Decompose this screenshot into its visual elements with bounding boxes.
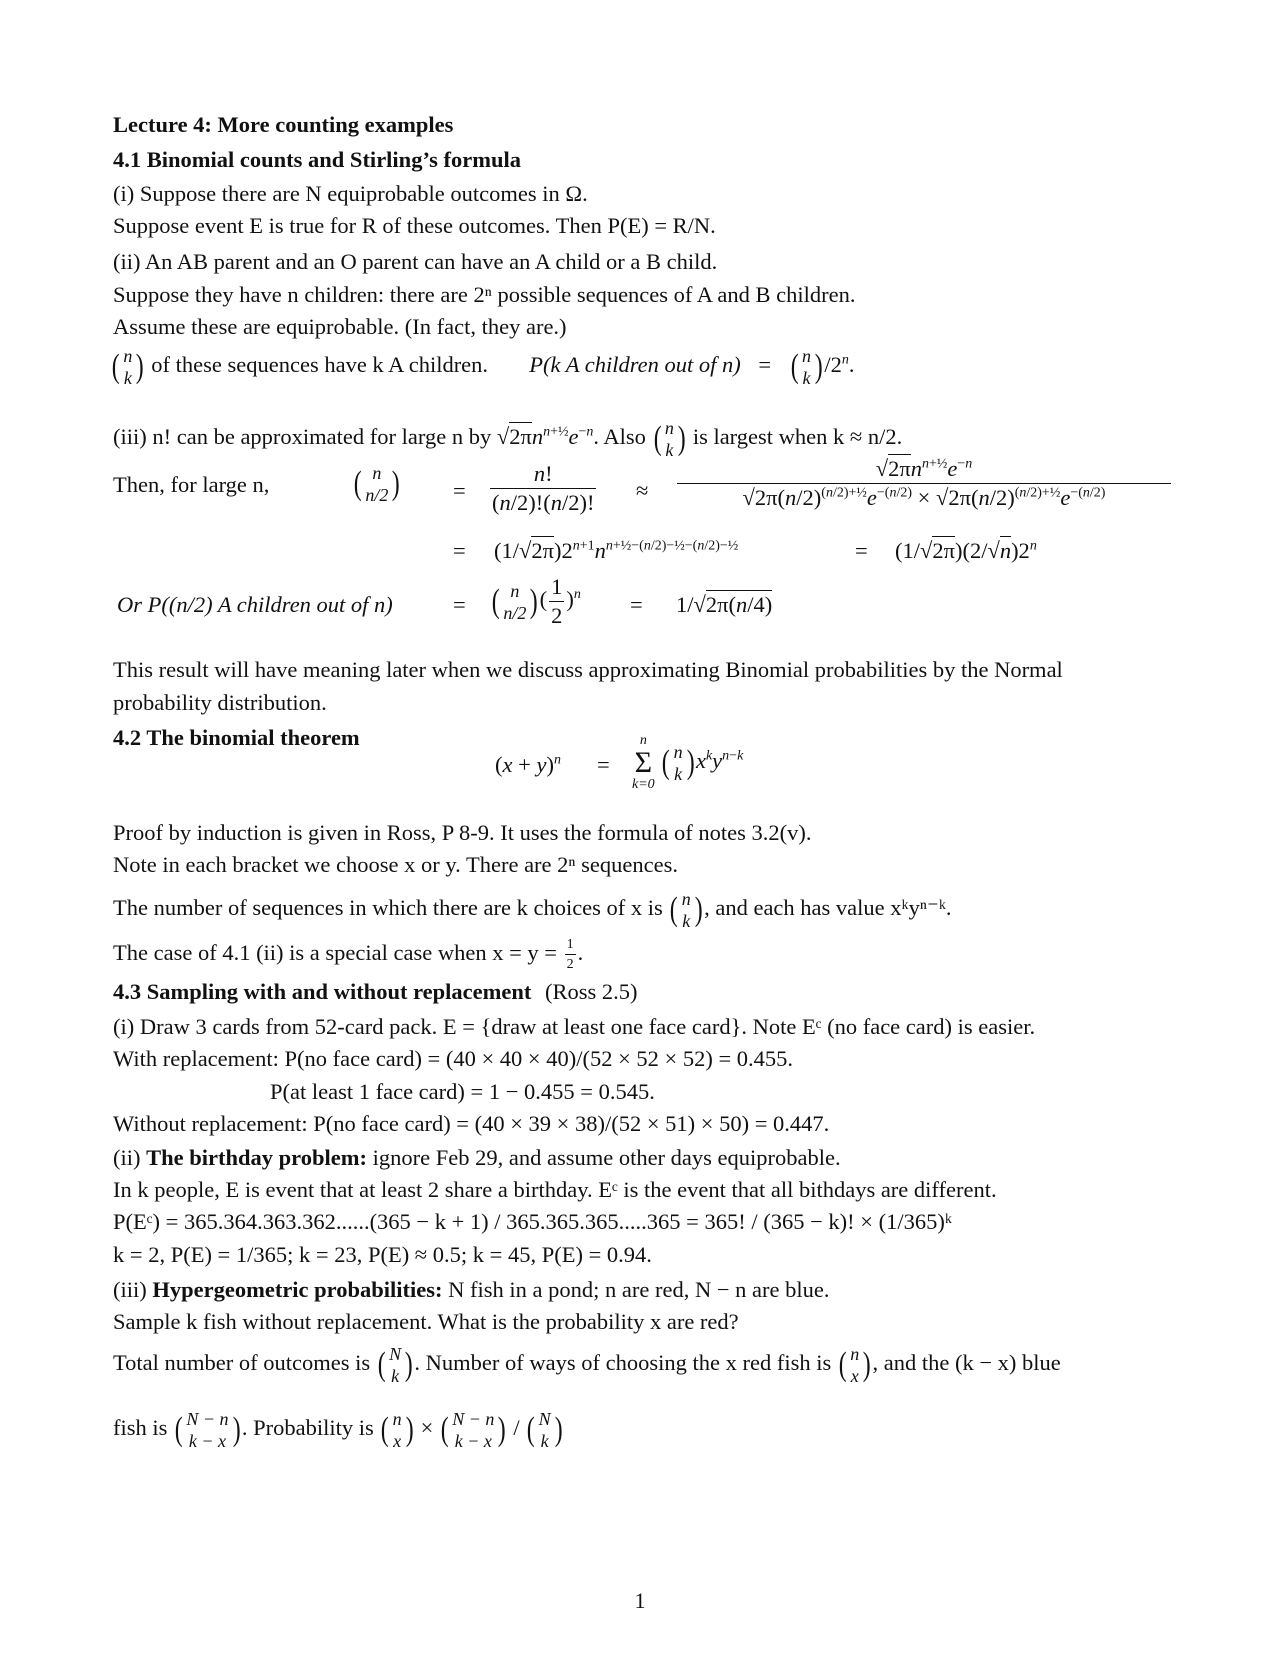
binom-line-text: of these sequences have k A children. (151, 352, 489, 378)
paragraph: , and the (k − x) blue (872, 1350, 1061, 1376)
binom-Nn-kx: ( N − n k − x ) (440, 1409, 507, 1451)
paragraph: ignore Feb 29, and assume other days equiprobable. (372, 1145, 841, 1170)
birthday-heading: The birthday problem: (146, 1145, 367, 1170)
equals-sign: = (855, 538, 868, 563)
lecture-title: Lecture 4: More counting examples (113, 112, 454, 137)
paragraph: The case of 4.1 (ii) is a special case when x = y = (113, 940, 557, 966)
stirling-line: (iii) n! can be approximated for large n by $√2\pi n^{n+\frac{1}{2}}e^{-n}$. Also ( n k ) is largest when k ≈ n/2. (113, 418, 903, 460)
normal-approx-result: 1/√2π(n/4) (676, 592, 773, 617)
item-label: (ii) (113, 1145, 141, 1170)
paragraph: Suppose event E is true for R of these outcomes. Then P(E) = R/N. (113, 213, 716, 238)
binomial-theorem-rhs: n Σ k=0 ( n k ) $x^ky^{n-k}$ (632, 733, 744, 792)
paragraph: N fish in a pond; n are red, N − n are blue. (448, 1277, 830, 1302)
paragraph: fish is (113, 1415, 168, 1441)
simplified-result: (1/√2π)(2/√n)2$^n$ (895, 538, 1037, 563)
paragraph: k = 2, P(E) = 1/365; k = 23, P(E) ≈ 0.5; k = 45, P(E) = 0.94. (113, 1242, 652, 1267)
paragraph: Without replacement: P(no face card) = (40 × 39 × 38)/(52 × 51) × 50) = 0.447. (113, 1111, 830, 1136)
paragraph: . Number of ways of choosing the x red fish is (414, 1350, 832, 1376)
paragraph: With replacement: P(no face card) = (40 × 40 × 40)/(52 × 52 × 52) = 0.455. (113, 1046, 794, 1071)
paragraph: (i) Draw 3 cards from 52-card pack. E = {draw at least one face card}. Note Eᶜ (no face card) is easier. (113, 1014, 1036, 1039)
page-number: 1 (634, 1588, 646, 1613)
paragraph: P(at least 1 face card) = 1 − 0.455 = 0.545. (270, 1079, 655, 1104)
paragraph: Note in each bracket we choose x or y. There are 2ⁿ sequences. (113, 852, 678, 877)
paragraph: The number of sequences in which there are k choices of x is (113, 895, 663, 921)
paragraph: This result will have meaning later when we discuss approximating Binomial probabilities by the Normal (113, 657, 1063, 682)
equals-sign: = (453, 478, 466, 503)
binom-n-k: ( n k ) (111, 346, 144, 388)
paragraph: Assume these are equiprobable. (In fact, they are.) (113, 314, 567, 339)
binom-n-k: ( n k ) (653, 418, 686, 460)
binom-n-x: ( n x ) (838, 1344, 871, 1386)
paragraph: probability distribution. (113, 690, 327, 715)
binomial-line: ( n k ) of these sequences have k A children. P(k A children out of n) = ( n k ) /2$^n$. (111, 346, 855, 388)
binomial-half-expression: ( n n/2 ) ( $\frac{1}{2}$ )$^n$ (491, 574, 581, 628)
binomial-theorem-lhs: $(x + y)^n$ (495, 752, 561, 777)
paragraph: (i) Suppose there are N equiprobable outcomes in Ω. (113, 181, 588, 206)
section-4-3-heading: 4.3 Sampling with and without replacement (113, 979, 532, 1004)
factorial-fraction: $\frac{n!}{(n/2)!(n/2)!}$ (492, 461, 595, 515)
paragraph: In k people, E is event that at least 2 share a birthday. Eᶜ is the event that all bithdays are different. (113, 1177, 997, 1202)
probability-expression: P(k A children out of n) (529, 352, 741, 378)
paragraph: Suppose they have n children: there are 2ⁿ possible sequences of A and B children. (113, 282, 856, 307)
binom-n-half: ( n n/2 ) (353, 463, 400, 505)
binom-N-k: ( N k ) (377, 1344, 413, 1386)
approx-sign: ≈ (636, 478, 649, 503)
binom-n-x: ( n x ) (381, 1409, 414, 1451)
binom-n-k: ( n k ) (670, 889, 703, 931)
binom-N-k: ( N k ) (526, 1409, 563, 1451)
then-label: Then, for large n, (113, 472, 270, 497)
paragraph: , and each has value xᵏyⁿ⁻ᵏ. (704, 895, 952, 921)
hypergeometric-heading-line (113, 1277, 829, 1303)
birthday-heading-line (113, 1145, 841, 1171)
equals-sign: = (453, 538, 466, 563)
equals-sign: = (630, 592, 643, 617)
outcomes-line (113, 1343, 1061, 1387)
reference: (Ross 2.5) (545, 979, 638, 1004)
probability-line: fish is ( N − n k − x ) . Probability is ( n x ) × ( N − n k − x ) / ( N k ) (113, 1409, 563, 1451)
paragraph: Proof by induction is given in Ross, P 8-9. It uses the formula of notes 3.2(v). (113, 820, 812, 845)
item-label: (iii) (113, 1277, 147, 1302)
paragraph: (iii) n! can be approximated for large n by (113, 424, 492, 450)
paragraph: Sample k fish without replacement. What is the probability x are red? (113, 1309, 739, 1334)
equals-sign: = (597, 752, 610, 777)
sequences-line (113, 888, 952, 932)
paragraph: (ii) An AB parent and an O parent can have an A child or a B child. (113, 249, 718, 274)
section-4-1-heading: 4.1 Binomial counts and Stirling’s formula (113, 147, 521, 172)
binom-Nn-kx: ( N − n k − x ) (174, 1409, 241, 1451)
special-case-line: The case of 4.1 (ii) is a special case when x = y = $\frac{1}{2}$ . (113, 937, 584, 972)
hypergeometric-heading: Hypergeometric probabilities: (152, 1277, 443, 1302)
paragraph: . Probability is (241, 1415, 374, 1441)
binom-n-k: ( n k ) (790, 346, 823, 388)
or-probability: Or P((n/2) A children out of n) (117, 592, 393, 617)
paragraph: Total number of outcomes is (113, 1350, 371, 1376)
simplified-expression: $(1/√2\pi)2^{n+1}n^{n+\frac{1}{2}-(n/2)-\frac{1}{2}-(n/2)-\frac{1}{2}}$ (494, 538, 739, 563)
paragraph: Also (603, 424, 646, 450)
stirling-fraction: $\frac{√2\pi n^{n+\frac{1}{2}}e^{-n}}{√2\pi(n/2)^{(n/2)+\frac{1}{2}}e^{-(n/2)} \times √2\pi(n/2)^{(n/2)+\frac{1}{2}}e^{-(n/2)}}$ (675, 458, 1173, 509)
section-4-3-heading-line (113, 979, 638, 1005)
paragraph: P(Eᶜ) = 365.364.363.362......(365 − k + 1) / 365.365.365.....365 = 365! / (365 − k)! × (1/365)ᵏ (113, 1209, 952, 1234)
section-4-2-heading: 4.2 The binomial theorem (113, 725, 360, 750)
equals-sign: = (453, 592, 466, 617)
paragraph: is largest when k ≈ n/2. (692, 424, 903, 450)
